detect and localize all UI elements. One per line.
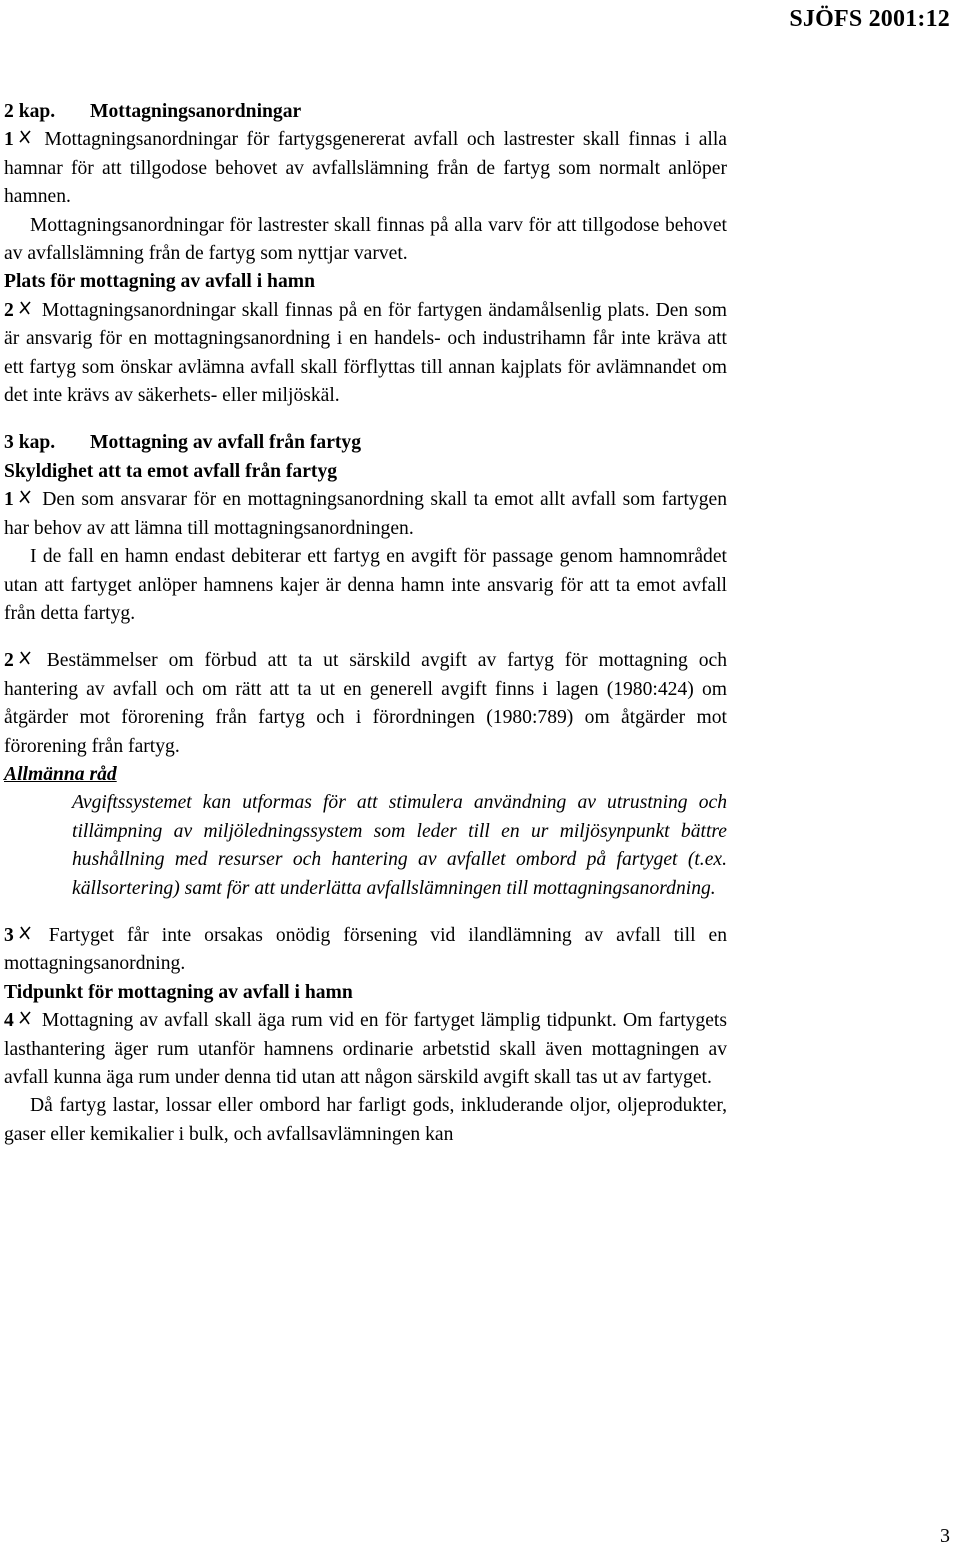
section-sign-icon [14,922,36,950]
subheading-skyldighet: Skyldighet att ta emot avfall från fartyg [4,460,338,482]
section-text: Bestämmelser om förbud att ta ut särskild avgift av fartyg för mottagning och hantering av avfall och om rätt att ta ut en generell avgift finns i lagen (1980:424) om åtgärder mot förorening från fartyg och i förordningen (1980:789) om åtgärder mot förorening från fartyg. [4,650,727,757]
allmanna-rad-text: Avgiftssystemet kan utformas för att stimulera användning av utrustning och tillämpning av miljöledningssystem som leder till en ur miljösynpunkt bättre hushållning med resurser och hantering av avfallet ombord på fartyget (t.ex. källsortering) samt för att underlätta avfallslämningen till mottagningsanordning. [72,792,727,899]
section-number: 2 [4,650,14,672]
section-3-4-paragraph-2: Då fartyg lastar, lossar eller ombord har farligt gods, inkluderande oljor, oljeprodukter, gaser eller kemikalier i bulk, och avfallsavlämningen kan [4,1095,727,1145]
section-text: Mottagningsanordningar för fartygsgenererat avfall och lastrester skall finnas i alla hamnar för att tillgodose behovet av avfallslämning från de fartyg som normalt anlöper hamnen. [4,129,727,208]
section-3-1-paragraph-2: I de fall en hamn endast debiterar ett fartyg en avgift för passage genom hamnområdet utan att fartyget anlöper hamnens kajer är denna hamn inte ansvarig för att ta emot avfall från detta fartyg. [4,546,727,624]
section-sign-icon [14,647,36,675]
section-sign-icon [14,126,36,154]
section-text: Den som ansvarar för en mottagningsanordning skall ta emot allt avfall som fartygen har behov av att lämna till mottagningsanordningen. [4,489,727,539]
section-3-1-paragraph [4,486,727,543]
section-2-1-paragraph-2: Mottagningsanordningar för lastrester skall finnas på alla varv för att tillgodose behovet av avfallslämning från de fartyg som nyttjar varvet. [4,214,727,265]
section-text: Mottagningsanordningar skall finnas på en för fartygen ändamålsenlig plats. Den som är ansvarig för en mottagningsanordning i en handels- och industrihamn får inte kräva att ett fartyg som önskar avlämna avfall skall förflyttas till annan kajplats för avlämnandet om det inte krävs av säkerhets- eller miljöskäl. [4,299,727,407]
page-number: 3 [940,1525,950,1547]
section-sign-icon [14,1007,36,1035]
section-text: Mottagning av avfall skall äga rum vid en för fartyget lämplig tidpunkt. Om fartygets lasthantering äger rum utanför hamnens ordinarie arbetstid skall även mottagningen av avfall kunna äga rum under denna tid utan att någon särskild avgift skall tas ut av fartyget. [4,1010,727,1088]
section-2-1-paragraph [4,126,727,211]
document-reference-header: SJÖFS 2001:12 [789,6,950,32]
section-text: Fartyget får inte orsakas onödig försening vid ilandlämning av avfall till en mottagningsanordning. [4,924,727,975]
subheading-plats: Plats för mottagning av avfall i hamn [4,271,315,293]
chapter-number: 2 kap. [4,101,56,122]
section-3-4-paragraph [4,1007,727,1092]
section-sign-icon [14,297,36,325]
section-number: 1 [4,129,14,151]
section-2-2-paragraph [4,297,727,411]
allmanna-rad-heading: Allmänna råd [4,763,117,785]
subheading-tidpunkt: Tidpunkt för mottagning av avfall i hamn [4,981,353,1003]
chapter-number: 3 kap. [4,432,56,454]
section-number: 2 [4,299,14,321]
section-number: 4 [4,1010,14,1032]
section-sign-icon [14,486,36,514]
chapter-title: Mottagningsanordningar [90,101,302,122]
chapter-2-heading [4,98,727,126]
section-number: 3 [4,924,14,946]
section-3-2-paragraph [4,647,727,761]
chapter-title: Mottagning av avfall från fartyg [90,432,362,454]
section-3-3-paragraph [4,922,727,979]
chapter-3-heading [4,429,727,457]
section-number: 1 [4,489,14,511]
document-body [4,98,727,1149]
